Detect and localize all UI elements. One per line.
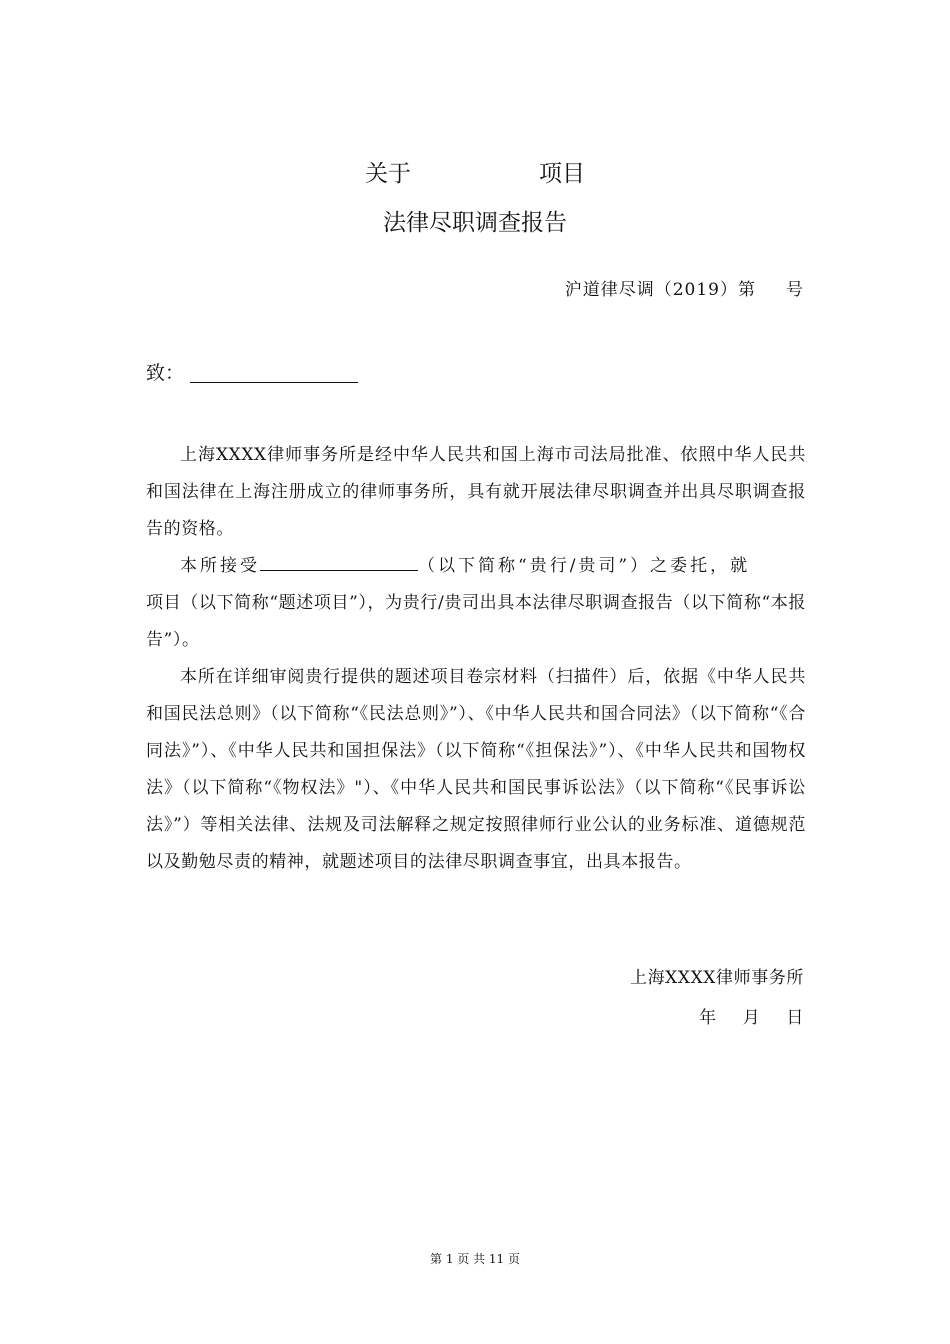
addressee-blank (190, 362, 358, 383)
title-prefix: 关于 (365, 161, 411, 187)
engagement-after: （以下简称“贵行/贵司”）之委托，就 (418, 556, 751, 576)
date-year: 年 (699, 1008, 717, 1028)
engagement-before: 本所接受 (180, 556, 260, 576)
paragraph-legal-basis (146, 659, 806, 881)
signature-date (699, 1003, 804, 1028)
paragraph-text: 上海XXXX律师事务所是经中华人民共和国上海市司法局批准、依照中华人民共和国法律在上海注册成立的律师事务所，具有就开展法律尽职调查并出具尽职调查报告的资格。 (146, 445, 806, 539)
engagement-rest: 项目（以下简称“题述项目”），为贵行/贵司出具本法律尽职调查报告（以下简称“本报告”）。 (146, 593, 806, 650)
date-day: 日 (786, 1008, 804, 1028)
document-number (565, 275, 804, 300)
engagement-intro (180, 556, 750, 576)
paragraph-engagement (146, 548, 806, 659)
paragraph-text (146, 548, 806, 659)
title-suffix: 项目 (539, 161, 585, 187)
document-number-prefix: 沪道律尽调（2019）第 (564, 280, 756, 300)
paragraph-text: 本所在详细审阅贵行提供的题述项目卷宗材料（扫描件）后，依据《中华人民共和国民法总则》（以下简称“《民法总则》”）、《中华人民共和国合同法》（以下简称“《合同法》”）、《中华人民共和国担保法》（以下简称“《担保法》”）、《中华人民共和国物权法》（以下简称“《物权法》"）、《中华人民共和国民事诉讼法》（以下简称“《民事诉讼法》”）等相关法律、法规及司法解释之规定按照律师行业公认的业务标准、道德规范以及勤勉尽责的精神，就题述项目的法律尽职调查事宜，出具本报告。 (146, 667, 806, 872)
paragraph-firm-qualification (146, 437, 806, 548)
document-number-suffix: 号 (786, 280, 804, 300)
report-title-line1 (0, 155, 950, 188)
report-title-line2: 法律尽职调查报告 (383, 210, 567, 236)
page-footer: 第 1 页 共 11 页 (430, 1252, 520, 1266)
signature-firm: 上海XXXX律师事务所 (629, 968, 804, 988)
client-name-blank (260, 552, 418, 571)
addressee-line (146, 358, 358, 385)
addressee-label: 致： (146, 362, 185, 384)
date-month: 月 (742, 1008, 761, 1028)
